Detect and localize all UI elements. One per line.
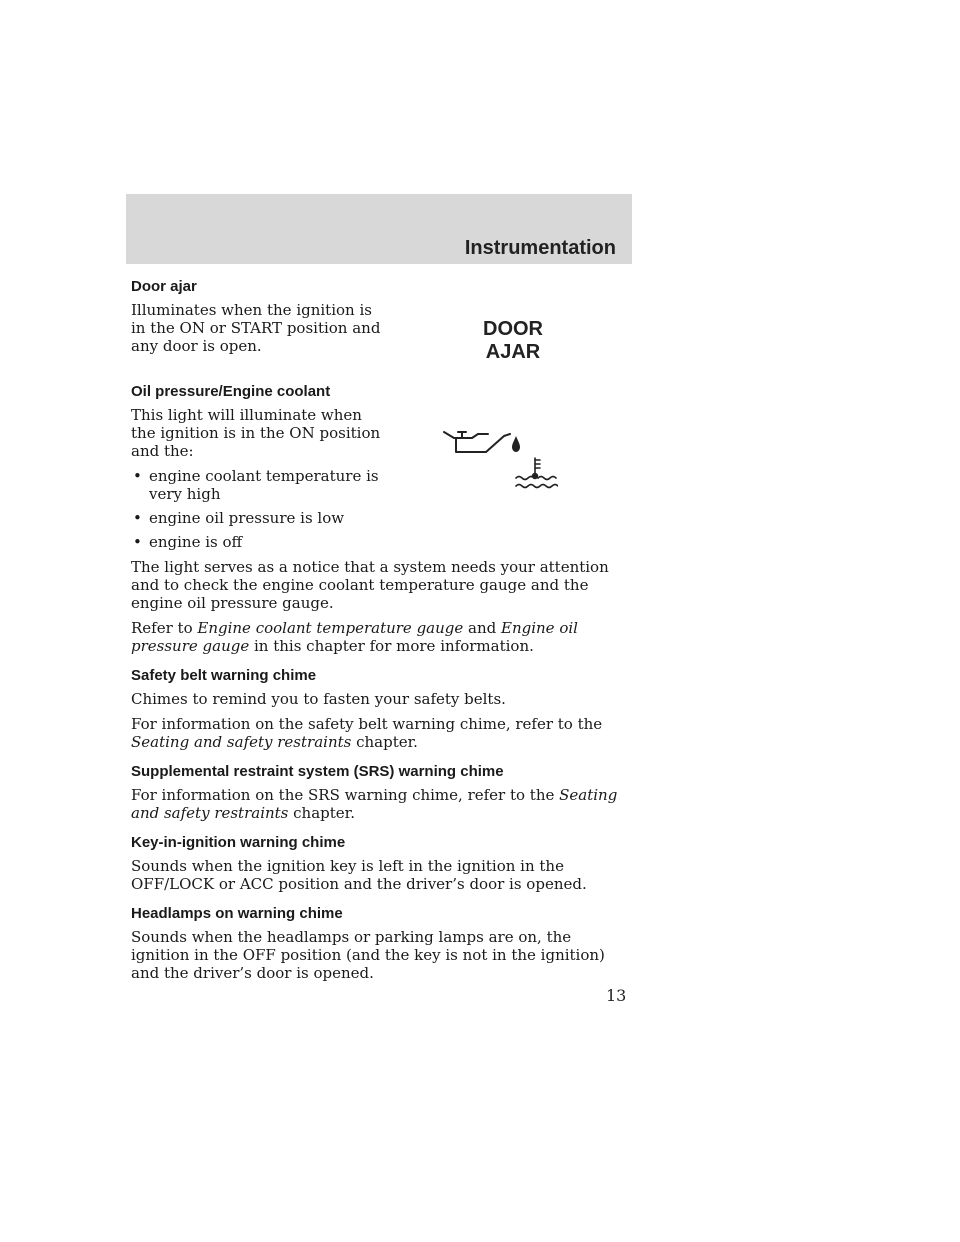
- reference-link: Engine coolant temperature gauge: [197, 619, 464, 637]
- section-heading: Oil pressure/Engine coolant: [131, 383, 331, 400]
- section-heading: Door ajar: [131, 278, 197, 295]
- paragraph: Illuminates when the ignition is in the ON or START position and any door is open.: [131, 301, 381, 355]
- paragraph: Sounds when the ignition key is left in the ignition in the OFF/LOCK or ACC position and the driver’s door is opened.: [131, 857, 587, 893]
- paragraph: Sounds when the headlamps or parking lamps are on, the ignition in the OFF position (and the key is not in the ignition) and the driver’s door is opened.: [131, 928, 605, 982]
- paragraph: This light will illuminate when the ignition is in the ON position and the:: [131, 406, 381, 460]
- list-item: • engine is off: [133, 533, 243, 551]
- section-oil-coolant: [131, 383, 631, 655]
- paragraph-reference: For information on the safety belt warning chime, refer to the Seating and safety restraints chapter.: [131, 715, 603, 751]
- chapter-header: [126, 194, 632, 264]
- section-srs: [131, 763, 631, 822]
- section-key-in-ignition: [131, 834, 631, 893]
- paragraph-reference: For information on the SRS warning chime, refer to the Seating and safety restraints chapter.: [131, 786, 618, 822]
- section-headlamps: [131, 905, 631, 982]
- chapter-title: Instrumentation: [464, 237, 616, 259]
- page-content: [131, 278, 631, 994]
- paragraph: Chimes to remind you to fasten your safety belts.: [131, 690, 506, 708]
- reference-link: Seating and safety restraints: [131, 786, 618, 822]
- door-ajar-label-line2: AJAR: [485, 341, 541, 363]
- paragraph-reference: Refer to Engine coolant temperature gauge and Engine oil pressure gauge in this chapter for more information.: [131, 619, 578, 655]
- list-item: • engine oil pressure is low: [133, 509, 345, 527]
- section-heading: Safety belt warning chime: [131, 667, 317, 684]
- section-safety-belt: [131, 667, 631, 751]
- section-heading: Supplemental restraint system (SRS) warning chime: [131, 763, 504, 780]
- section-door-ajar: [131, 278, 631, 355]
- reference-link: Seating and safety restraints: [131, 733, 352, 751]
- list-item: • engine coolant temperature is very high: [133, 467, 379, 503]
- door-ajar-label-line1: DOOR: [483, 318, 543, 340]
- section-heading: Key-in-ignition warning chime: [131, 834, 346, 851]
- paragraph: The light serves as a notice that a system needs your attention and to check the engine coolant temperature gauge and the engine oil pressure gauge.: [131, 558, 609, 612]
- bullet-list: [131, 467, 381, 551]
- page-number: 13: [606, 986, 627, 1005]
- reference-link: Engine oil pressure gauge: [131, 619, 578, 655]
- section-heading: Headlamps on warning chime: [131, 905, 343, 922]
